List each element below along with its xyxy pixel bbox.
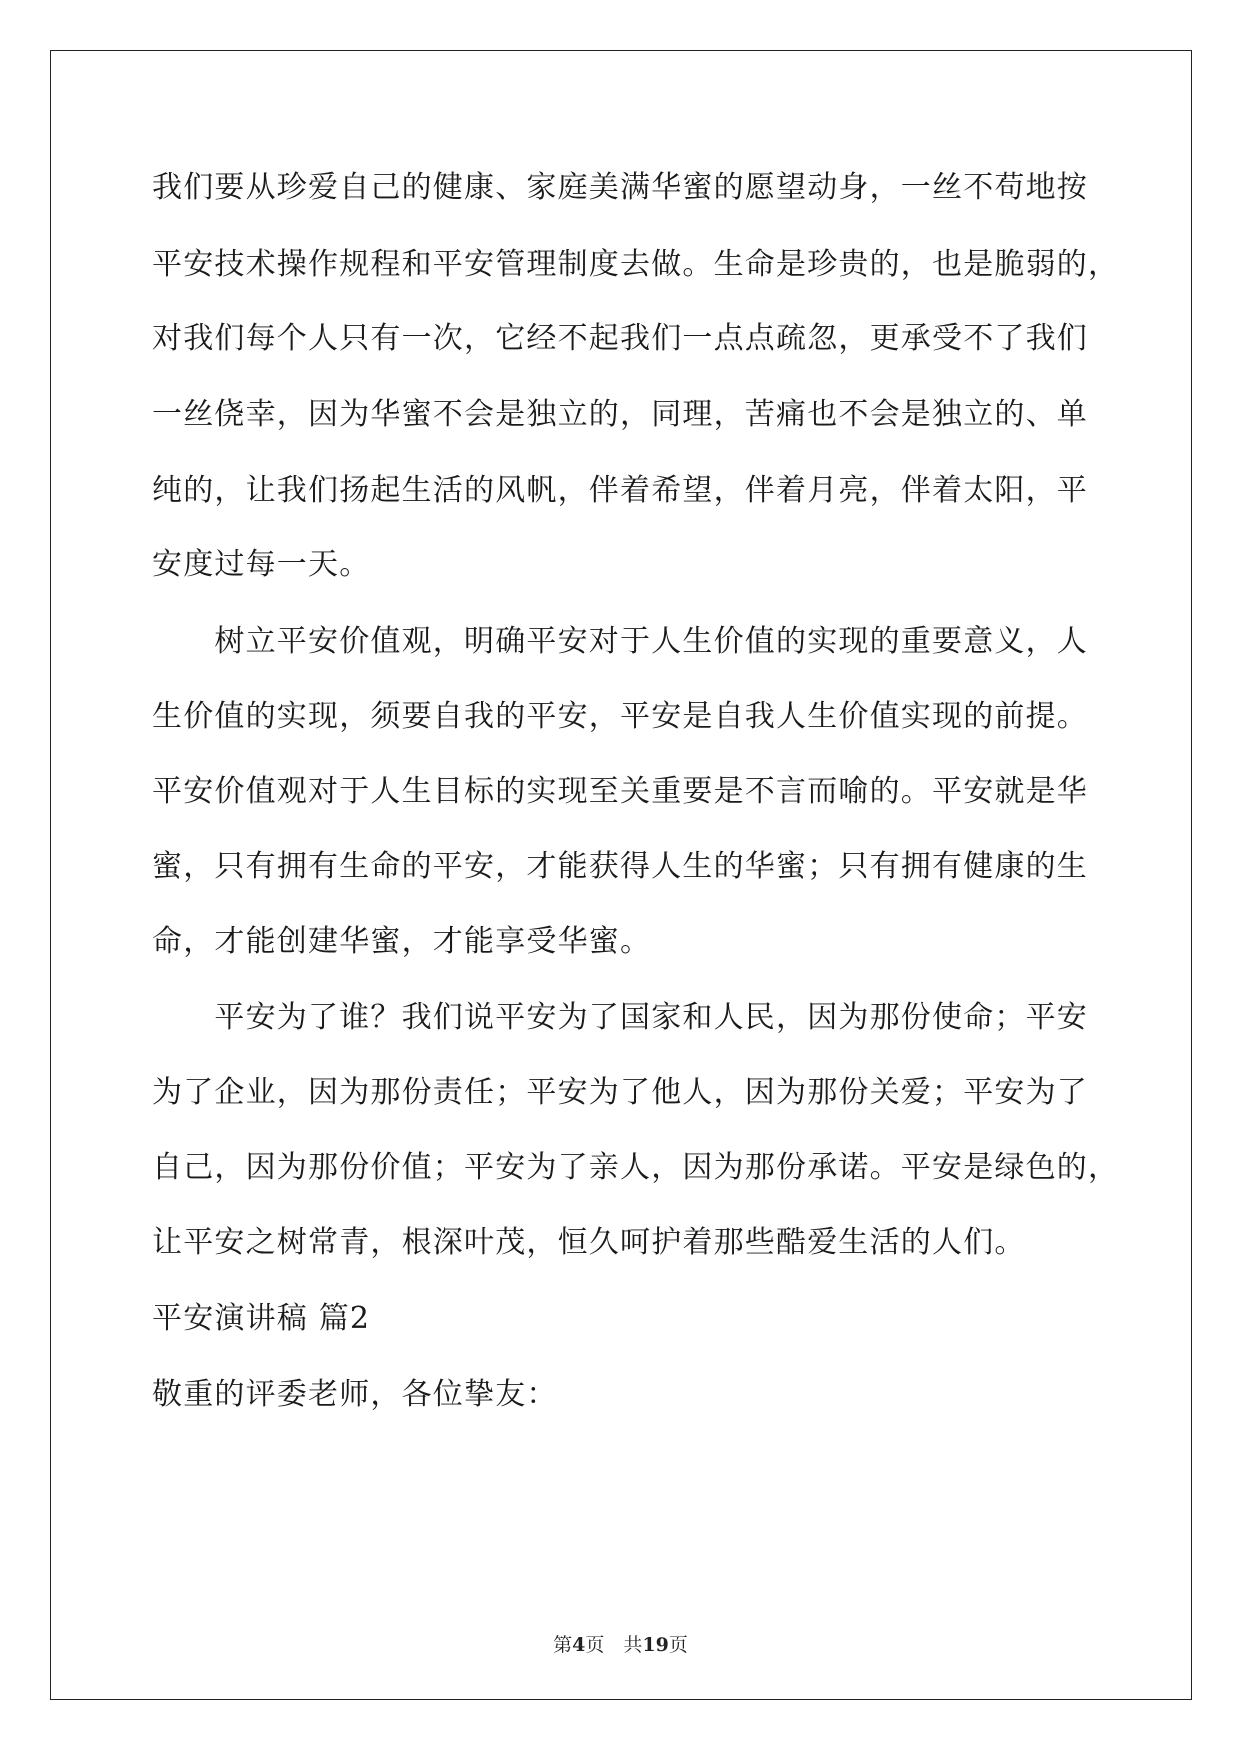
section-heading: 平安演讲稿 篇2 bbox=[152, 1301, 371, 1336]
text-line: 蜜，只有拥有生命的平安，才能获得人生的华蜜；只有拥有健康的生 bbox=[152, 849, 1088, 884]
total-pages: 19 bbox=[642, 1634, 669, 1656]
salutation: 敬重的评委老师，各位挚友： bbox=[152, 1377, 558, 1412]
page-number: 4 bbox=[572, 1634, 586, 1656]
text-line: 为了企业，因为那份责任；平安为了他人，因为那份关爱；平安为了 bbox=[152, 1075, 1088, 1110]
text-line: 树立平安价值观，明确平安对于人生价值的实现的重要意义，人 bbox=[152, 624, 1088, 659]
footer-mid: 页 共 bbox=[585, 1634, 643, 1656]
text-line: 平安价值观对于人生目标的实现至关重要是不言而喻的。平安就是华 bbox=[152, 774, 1088, 809]
text-line: 生价值的实现，须要自我的平安，平安是自我人生价值实现的前提。 bbox=[152, 699, 1088, 734]
page-footer bbox=[0, 1634, 1241, 1656]
text-line: 平安为了谁？我们说平安为了国家和人民，因为那份使命；平安 bbox=[152, 1000, 1088, 1035]
footer-prefix: 第 bbox=[553, 1634, 573, 1656]
text-line: 自己，因为那份价值；平安为了亲人，因为那份承诺。平安是绿色的， bbox=[152, 1150, 1120, 1185]
text-line: 纯的，让我们扬起生活的风帆，伴着希望，伴着月亮，伴着太阳，平 bbox=[152, 473, 1088, 508]
text-line: 让平安之树常青，根深叶茂，恒久呵护着那些酷爱生活的人们。 bbox=[152, 1225, 1026, 1260]
text-line: 安度过每一天。 bbox=[152, 547, 371, 582]
text-line: 我们要从珍爱自己的健康、家庭美满华蜜的愿望动身，一丝不苟地按 bbox=[152, 170, 1088, 205]
text-line: 一丝侥幸，因为华蜜不会是独立的，同理，苦痛也不会是独立的、单 bbox=[152, 397, 1088, 432]
text-line: 命，才能创建华蜜，才能享受华蜜。 bbox=[152, 924, 652, 959]
text-line: 对我们每个人只有一次，它经不起我们一点点疏忽，更承受不了我们 bbox=[152, 321, 1088, 356]
footer-suffix: 页 bbox=[668, 1634, 688, 1656]
text-line: 平安技术操作规程和平安管理制度去做。生命是珍贵的，也是脆弱的， bbox=[152, 247, 1120, 282]
